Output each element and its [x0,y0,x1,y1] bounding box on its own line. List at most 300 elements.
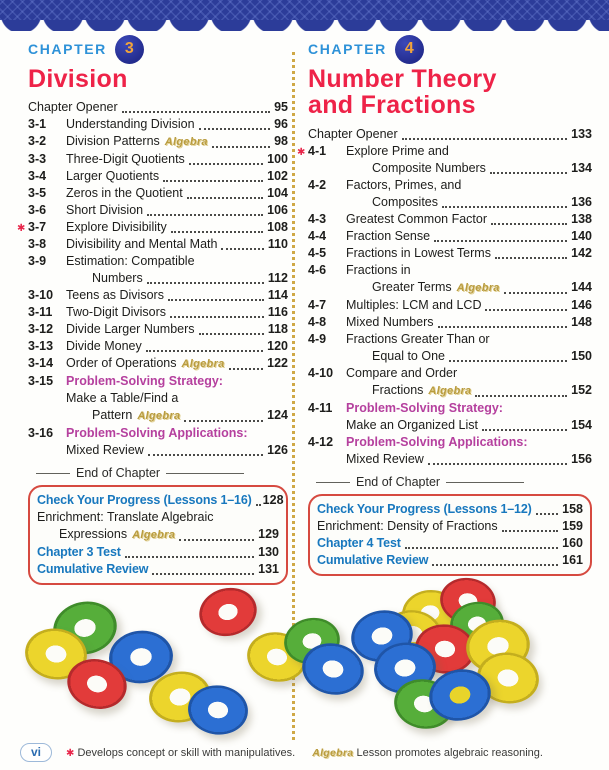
toc-line [346,348,592,365]
dot-leader [184,420,263,422]
dot-leader [122,111,270,113]
lesson-title: Divide Larger Numbers [66,322,195,337]
page-number: 128 [262,493,284,508]
toc-item [308,400,592,434]
dot-leader [125,556,254,558]
toc-item [308,262,592,297]
lesson-text [346,177,592,211]
toc-line [66,442,288,459]
end-of-chapter-box [308,494,592,576]
toc-line [66,338,288,355]
toc-line [317,501,583,518]
lesson-title: Fractions in [346,262,411,277]
page-number: 152 [571,382,592,397]
toc-line [346,245,592,262]
toc-line [66,407,288,425]
lesson-title: Order of Operations [66,356,177,371]
toc-line [346,177,592,194]
end-of-chapter-label [36,465,288,482]
end-of-chapter-row [37,544,279,561]
lesson-text [346,262,592,297]
lesson-title: Numbers [92,271,143,286]
end-label-rule [446,482,524,483]
toc-item [28,185,288,202]
dot-leader [170,316,264,318]
toc-item [28,425,288,459]
lesson-number: 3-9 [28,254,47,269]
lesson-number: 3-15 [28,374,54,389]
lesson-text [346,211,592,228]
toc-item [28,321,288,338]
lesson-text [66,373,288,425]
toc-line [346,417,592,434]
algebra-badge: Algebra [164,136,208,149]
lesson-text [66,168,288,185]
toc-item [28,151,288,168]
toc-item [28,373,288,425]
toc-item [308,365,592,400]
lesson-title: Mixed Review [346,451,424,466]
lesson-number: 4-6 [308,262,327,277]
lesson-title: Three-Digit Quotients [66,152,185,167]
manipulatives-star-icon: ✱ [17,223,26,235]
toc-line [346,314,592,331]
chapter-header [28,34,288,64]
toc-line [66,270,288,287]
lesson-title: Equal to One [372,348,445,363]
toc-line [37,526,279,544]
dot-leader [449,360,567,362]
lesson-text [66,151,288,168]
lesson-title: Chapter Opener [28,100,118,115]
algebra-badge: Algebra [181,358,225,371]
dot-leader [475,395,567,397]
lesson-number: 3-11 [28,305,53,320]
lesson-title: Understanding Division [66,117,195,132]
ring [346,605,417,668]
dot-leader [536,513,558,515]
lesson-number: 3-1 [28,117,47,132]
lesson-title: Two-Digit Divisors [66,305,167,320]
toc-line [346,143,592,160]
page-number: 159 [562,518,583,533]
lesson-title: Cumulative Review [37,562,149,577]
page-number: 140 [571,228,592,243]
toc-line [37,544,279,561]
dot-leader [428,463,567,465]
toc-item [28,202,288,219]
dot-leader [152,573,254,575]
toc-line [346,382,592,400]
lesson-title: Problem-Solving Strategy: [66,374,223,389]
toc-line [66,202,288,219]
page-number: 146 [571,297,592,312]
lesson-text [66,287,288,304]
toc-line [317,535,583,552]
manipulatives-star-icon: ✱ [297,146,306,158]
page-number: 158 [562,501,583,516]
lesson-title: Composite Numbers [372,160,486,175]
chapter-label: CHAPTER [308,41,387,57]
toc-line [66,116,288,133]
toc-item [308,245,592,262]
toc-line [37,509,279,526]
lesson-title: Make an Organized List [346,417,479,432]
end-of-chapter-box [28,485,288,585]
toc-item [308,331,592,365]
page-number: 148 [571,314,592,329]
end-of-chapter-row [317,501,583,518]
lesson-number: 3-4 [28,169,47,184]
lesson-title: Fractions in Lowest Terms [346,245,491,260]
dot-leader [221,248,263,250]
lesson-text [66,236,288,253]
lesson-text [346,400,592,434]
dot-leader [438,326,568,328]
dot-leader [434,240,567,242]
toc-item [308,211,592,228]
page-number: 134 [571,160,592,175]
page-number: 156 [571,451,592,466]
chapter-title [28,66,288,92]
dot-leader [147,282,264,284]
page-number: 130 [258,545,279,560]
toc-line [346,400,592,417]
end-of-chapter-row [37,561,279,578]
lesson-title: Explore Divisibility [66,220,167,235]
lesson-text [346,297,592,314]
page-number: 118 [267,322,288,337]
toc-line [317,552,583,569]
page-number: 161 [562,552,583,567]
dot-leader [163,180,263,182]
lesson-number: 4-2 [308,177,327,192]
dot-leader [495,257,567,259]
dot-leader [199,333,264,335]
lesson-title: Problem-Solving Strategy: [346,400,503,415]
toc-item [297,143,592,177]
lesson-number: 4-11 [308,400,333,415]
ring [474,649,542,708]
toc-item [28,133,288,151]
toc-item [28,236,288,253]
toc-line [28,99,288,116]
toc-line [346,194,592,211]
ring [447,598,507,649]
lesson-title: Estimation: Compatible [66,254,195,269]
lesson-title: Make a Table/Find a [66,391,179,406]
lesson-title: Chapter 4 Test [317,535,401,550]
dot-leader [442,206,567,208]
ring [400,587,460,639]
lesson-text [66,338,288,355]
lesson-number: 3-10 [28,288,54,303]
manipulatives-star-icon: ✱ [66,748,75,759]
lesson-text [346,314,592,331]
dot-leader [432,564,558,566]
lesson-number: 4-4 [308,228,327,243]
page-number: 106 [267,203,288,218]
dot-leader [402,138,568,140]
page-number: 96 [274,117,288,132]
lesson-title: Check Your Progress (Lessons 1–16) [37,493,252,508]
ring [462,615,534,678]
toc-item [28,355,288,373]
lesson-text [346,245,592,262]
lesson-title: Zeros in the Quotient [66,186,183,201]
algebra-badge: Algebra [312,747,354,759]
lesson-title: Problem-Solving Applications: [66,426,248,441]
end-of-chapter-row [317,552,583,569]
toc-line [308,126,592,143]
lesson-title: Expressions [59,527,128,542]
toc-line [66,236,288,253]
algebra-badge: Algebra [428,384,472,397]
dot-leader [502,530,559,532]
toc-item [308,228,592,245]
ring [381,606,445,661]
page-number-badge [20,743,52,762]
lesson-text [346,143,592,177]
lesson-text [66,219,288,236]
toc-line [66,185,288,202]
toc-line [66,321,288,338]
lesson-title: Factors, Primes, and [346,177,462,192]
ring [186,682,251,737]
dot-leader [229,368,264,370]
toc-line [66,355,288,373]
page-number: 160 [562,535,583,550]
lesson-text [66,304,288,321]
lesson-title: Composites [372,194,438,209]
lesson-number: 3-13 [28,339,54,354]
chapter-number-badge: 3 [115,35,144,64]
end-of-chapter-row [317,535,583,552]
page-number: 138 [571,211,592,226]
lesson-title: Fractions Greater Than or [346,331,490,346]
lesson-number: 4-5 [308,245,327,260]
ring [146,668,214,727]
lesson-title: Pattern [92,408,133,423]
ring [48,596,122,661]
algebra-badge: Algebra [137,410,181,423]
page-number: 122 [267,356,288,371]
lesson-text [66,321,288,338]
end-of-chapter-row [37,492,284,509]
toc-line [66,168,288,185]
dot-leader [212,146,270,148]
lesson-text [66,425,288,459]
lesson-text [346,331,592,365]
page-number: 142 [571,245,592,260]
ring [424,664,495,727]
toc-line [66,390,288,407]
page-number: 120 [267,339,288,354]
lesson-title: Problem-Solving Applications: [346,434,528,449]
lesson-title: Compare and Order [346,365,458,380]
ring [194,582,262,642]
lesson-text [346,365,592,400]
toc-line [66,287,288,304]
lesson-title: Larger Quotients [66,169,160,184]
lesson-number: 3-2 [28,134,47,149]
end-label-rule [166,473,244,474]
lesson-title: Multiples: LCM and LCD [346,297,482,312]
toc-line [346,365,592,382]
lesson-list [297,126,592,468]
dot-leader [405,547,558,549]
toc-item [28,338,288,355]
lesson-number: 4-10 [308,365,334,380]
end-label-text: End of Chapter [356,474,441,489]
ring [243,628,311,687]
ring [22,625,90,684]
page-number: 124 [267,408,288,423]
dot-leader [171,231,263,233]
lesson-title: Cumulative Review [317,552,429,567]
lesson-text [66,202,288,219]
lesson-number: 4-3 [308,211,327,226]
dot-leader [482,429,567,431]
lesson-number: 3-16 [28,426,54,441]
dot-leader [504,292,567,294]
lesson-number: 3-3 [28,152,47,167]
algebra-badge: Algebra [132,529,176,542]
end-label-text: End of Chapter [76,466,161,481]
ring [106,628,175,687]
page-number: 126 [267,443,288,458]
lesson-title: Explore Prime and [346,143,449,158]
ring [372,639,439,696]
lesson-title: Short Division [66,203,144,218]
dot-leader [187,197,263,199]
lesson-number: 4-8 [308,314,327,329]
lesson-title: Fractions [372,382,424,397]
toc-line [346,297,592,314]
toc-line [37,561,279,578]
page-number: 133 [571,126,592,141]
footnote-manipulatives-text: Develops concept or skill with manipulatives. [77,747,296,759]
chapter-title-line: Number Theory [308,65,497,93]
toc-line [66,304,288,321]
toc-item [308,177,592,211]
toc-item [28,304,288,321]
toc-item [308,297,592,314]
end-of-chapter-label [316,474,592,491]
ring [280,614,343,669]
toc-line [66,373,288,390]
lesson-number: 3-8 [28,237,47,252]
toc-item [308,434,592,468]
toc-line [346,262,592,279]
ring [413,621,478,676]
page-number: 110 [267,237,288,252]
toc-line [37,492,284,509]
toc-line [346,451,592,468]
toc-line [346,211,592,228]
algebra-badge: Algebra [456,281,500,294]
toc-line [66,151,288,168]
lesson-title: Divisibility and Mental Math [66,237,218,252]
page-number: 108 [267,220,288,235]
page-number: 114 [267,288,288,303]
lesson-number: 4-9 [308,331,327,346]
dot-leader [179,539,254,541]
toc-item [28,116,288,133]
lesson-number: 3-14 [28,356,54,371]
page-number: 102 [267,169,288,184]
ring [390,675,458,734]
lesson-text [346,228,592,245]
lesson-title: Chapter Opener [308,126,398,141]
toc-item [28,168,288,185]
lesson-title: Check Your Progress (Lessons 1–12) [317,501,532,516]
lesson-number: ✱ 4-1 [308,143,346,177]
dot-leader [168,299,264,301]
lesson-number: 3-12 [28,322,54,337]
lesson-title: Chapter 3 Test [37,545,121,560]
toc-line [66,133,288,151]
chapter-header [308,34,592,64]
end-label-rule [316,482,350,483]
toc-line [66,253,288,270]
page-number: 150 [571,348,592,363]
toc-line [346,160,592,177]
toc-item [28,253,288,287]
toc-line [66,425,288,442]
page-number: 116 [267,305,288,320]
chapter-title-line: Division [28,65,128,93]
toc-item [17,219,288,236]
chapter-4-column [297,34,592,585]
page-number: 98 [274,134,288,149]
dot-leader [491,223,567,225]
end-of-chapter-row [37,509,279,544]
toc-item [308,314,592,331]
dot-leader [485,309,567,311]
lesson-title: Mixed Numbers [346,314,434,329]
end-label-rule [36,473,70,474]
dot-leader [148,454,263,456]
lesson-text [346,434,592,468]
page-number: 136 [571,194,592,209]
toc-line [346,434,592,451]
chapter-title [308,66,592,119]
chapter-3-column [17,34,288,585]
page-number-label: vi [31,745,42,759]
page-number: 144 [571,279,592,294]
page-number: 129 [258,527,279,542]
lesson-title: Greater Terms [372,279,452,294]
dot-leader [256,504,259,506]
toc-line [346,228,592,245]
lesson-text [66,116,288,133]
lesson-number: 4-12 [308,434,334,449]
lesson-text [66,185,288,202]
lesson-text [66,133,288,151]
chapter-label: CHAPTER [28,41,107,57]
page-number: 131 [258,562,279,577]
lesson-title: Fraction Sense [346,228,431,243]
footnote [0,747,609,759]
lesson-title: Division Patterns [66,134,160,149]
lesson-title: Mixed Review [66,443,144,458]
lesson-text [66,253,288,287]
lesson-list [17,99,288,459]
lesson-title: Greatest Common Factor [346,211,488,226]
page-number: 95 [274,100,288,115]
chapter-title-line: and Fractions [308,91,476,120]
